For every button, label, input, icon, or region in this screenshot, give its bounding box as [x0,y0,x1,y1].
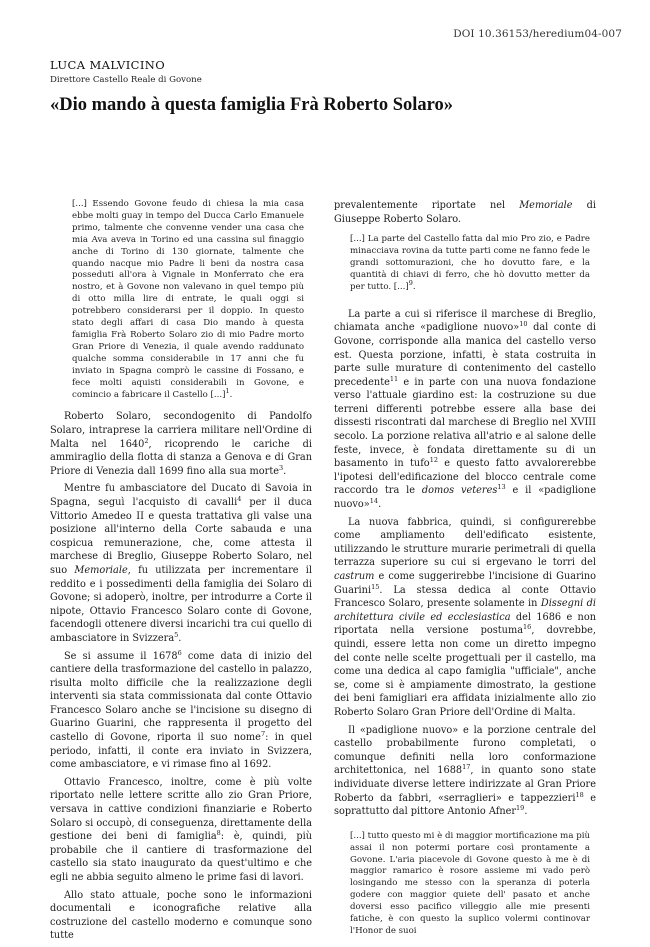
block-quote: [...] tutto questo mi è di maggior mortificazione ma più assai il non potermi portare così prontamente a Govone. L'aria piacevole di Govone questo à me è di maggior ramarico è rosore assieme mi vado però losingando me stesso con la speranza di poterla godere con maggior quiete dell' pasato et anche doversi esso pacifico villeggio alle mie presenti fatiche, è con questo la suplico volermi continovar l'Honor de suoi [350,830,590,936]
footnote-ref: 7 [260,729,266,738]
paragraph: La nuova fabbrica, quindi, si configurerebbe come ampliamento dell'edificato esistente, utilizzando le strutture murarie perimetrali di quella terrazza superiore su cui si ergevano le torri del castrum e come suggerirebbe l'incisione di Guarino Guarini$^{15}$. La stessa dedica al conte Ottavio Francesco Solaro, presente solamente in Dissegni di architettura civile ed ecclesiastica del 1686 e non riportata nella versione postuma$^{16}$, dovrebbe, quindi, essere letta non come un diretto impegno del conte nelle scelte progettuali per il castello, ma come una dedica al capo famiglia "ufficiale", anche se, come si è ampiamente dimostrato, la gestione dei beni famigliari era affidata inizialmente allo zio Roberto Solaro Gran Priore dell'Ordine di Malta. [334,516,597,718]
opening-quote: [...] Essendo Govone feudo di chiesa la mia casa ebbe molti guay in tempo del Ducca Carlo Emanuele primo, talmente che convenne vender una casa che mia Ava aveva in Torino ed una cassina sul finaggio anche di Torino di 130 giornate, talmente che quando nacque mio Padre li beni da nostra casa posseduti all'ora à Vignale in Monferrato che era nostro, et à Govone non valevano in quel tempo più di otto milla lire di entrate, le quali oggi si potrebbero considerarsi per il doppio. In questo stato degli affari di casa Dio mando à questa famiglia Frà Roberto Solaro zio di mio Padre morto Gran Priore di Venezia, il quale avendo raddunato qualche somma considerabile in 17 anni che fu inviato in Spagna comprò le cassine di Fossano, e fece molti aquisti considerabili in Govone, e comincio a fabricare il Castello [...]$^1$. [72,199,304,400]
article-title: «Dio mando à questa famiglia Frà Roberto Solaro» [50,95,454,115]
footnote-ref: 18 [575,790,584,799]
block-quote: [...] La parte del Castello fatta dal mio Pro zio, e Padre minacciava rovina da tutte parti come ne fanno fede le grandi sottomurazioni, che ho dovutto fare, e la quantità di chiavi di ferro, che hò dovutto metter da per tutto. [...]$^9$. [350,234,590,292]
footnote-ref: 4 [237,494,242,503]
footnote-ref: 2 [144,436,149,445]
footnote-ref: 17 [462,763,471,772]
right-column [334,199,596,938]
footnote-ref: 12 [429,456,438,464]
footnote-ref: 11 [389,374,399,383]
footnote-ref: 8 [216,828,221,837]
footnote-ref: 6 [177,648,182,657]
author-name: LUCA MALVICINO [50,58,166,72]
paragraph: La parte a cui si riferisce il marchese di Breglio, chiamata anche «padiglione nuovo»$^{10}$ dal conte di Govone, corrisponde alla manica del castello verso est. Questa porzione, infatti, è stata costruita in parte sulle murature di contenimento del castello precedente$^{11}$ e in parte con una nuova fondazione verso l'attuale giardino est: la costruzione su due terreni differenti potrebbe essere alla base dei dissesti riscontrati dal marchese di Breglio nel XVIII secolo. La porzione relativa all'atrio e al salone delle feste, invece, è fondata direttamente su di un basamento in tufo$^{12}$ e questo fatto avvalorerebbe l'ipotesi dell'edificazione del blocco centrale come raccordo tra le domos veteres$^{13}$ e il «padiglione nuovo»$^{14}$. [334,308,596,511]
paragraph: Allo stato attuale, poche sono le informazioni documentali e iconografiche relative alla costruzione del castello moderno e comunque sono tutte [50,889,312,942]
footnote-ref: 3 [279,463,284,472]
footnote-ref: 10 [519,320,528,329]
footnote-ref: 15 [371,582,380,591]
footnote-ref: 14 [369,496,379,505]
footnote-ref: 5 [174,630,179,639]
paragraph: Se si assume il 1678$^6$ come data di inizio del cantiere della trasformazione del castello in palazzo, risulta molto difficile che la realizzazione degli interventi sia stata commissionata dal conte Ottavio Francesco Solaro anche se l'incisione su disegno di Guarino Guarini, che rappresenta il progetto del castello di Govone, riporta il suo nome$^7$: in quel periodo, infatti, il conte era inviato in Svizzera, come ambasciatore, e vi rimase fino al 1692. [50,648,312,771]
footnote-ref: 13 [497,483,506,492]
paragraph: Roberto Solaro, secondogenito di Pandolfo Solaro, intraprese la carriera militare nell'Ordine di Malta nel 1640$^2$, ricoprendo le cariche di ammiraglio della flotta di stanza a Genova e di Gran Priore di Venezia dall 1699 fino alla sua morte$^3$. [50,411,312,477]
footnote-ref: 16 [523,623,532,632]
footnote-ref: 1 [225,386,230,395]
paragraph: prevalentemente riportate nel Memoriale di Giuseppe Roberto Solaro. [334,200,596,225]
author-affiliation: Direttore Castello Reale di Govone [50,75,202,85]
left-column [50,199,312,947]
paragraph: Il «padiglione nuovo» e la porzione centrale del castello probabilmente furono completati, o comunque definiti nella loro conformazione architettonica, nel 1688$^{17}$, in quanto sono state individuate diverse lettere indirizzate al Gran Priore Roberto da fabbri, «serraglieri» e tappezzieri$^{18}$ e soprattutto dal pittore Antonio Afner$^{19}$. [334,724,596,818]
doi-label: DOI 10.36153/heredium04-007 [453,28,622,40]
paragraph: Mentre fu ambasciatore del Ducato di Savoia in Spagna, seguì l'acquisto di cavalli$^4$ per il duca Vittorio Amedeo II e questa trattativa gli valse una posizione all'interno della Corte sabauda e una cospicua remunerazione, che, come attesta il marchese di Breglio, Giuseppe Roberto Solaro, nel suo Memoriale, fu utilizzata per incrementare il reddito e i possedimenti della famiglia dei Solaro di Govone; si adoperò, inoltre, per introdurre a Corte il nipote, Ottavio Francesco Solaro conte di Govone, facendogli ottenere diversi incarichi tra cui quello di ambasciatore in Svizzera$^5$. [50,483,312,644]
paragraph: Ottavio Francesco, inoltre, come è più volte riportato nelle lettere scritte allo zio Gran Priore, versava in cattive condizioni finanziarie e Roberto Solaro si occupò, di conseguenza, direttamente della gestione dei beni di famiglia$^8$: è, quindi, più probabile che il cantiere di trasformazione del castello sia stato inaugurato da quest'ultimo e che egli ne abbia seguito almeno le prime fasi di lavori. [50,776,312,883]
footnote-ref: 19 [516,803,525,812]
footnote-ref: 9 [408,278,413,287]
